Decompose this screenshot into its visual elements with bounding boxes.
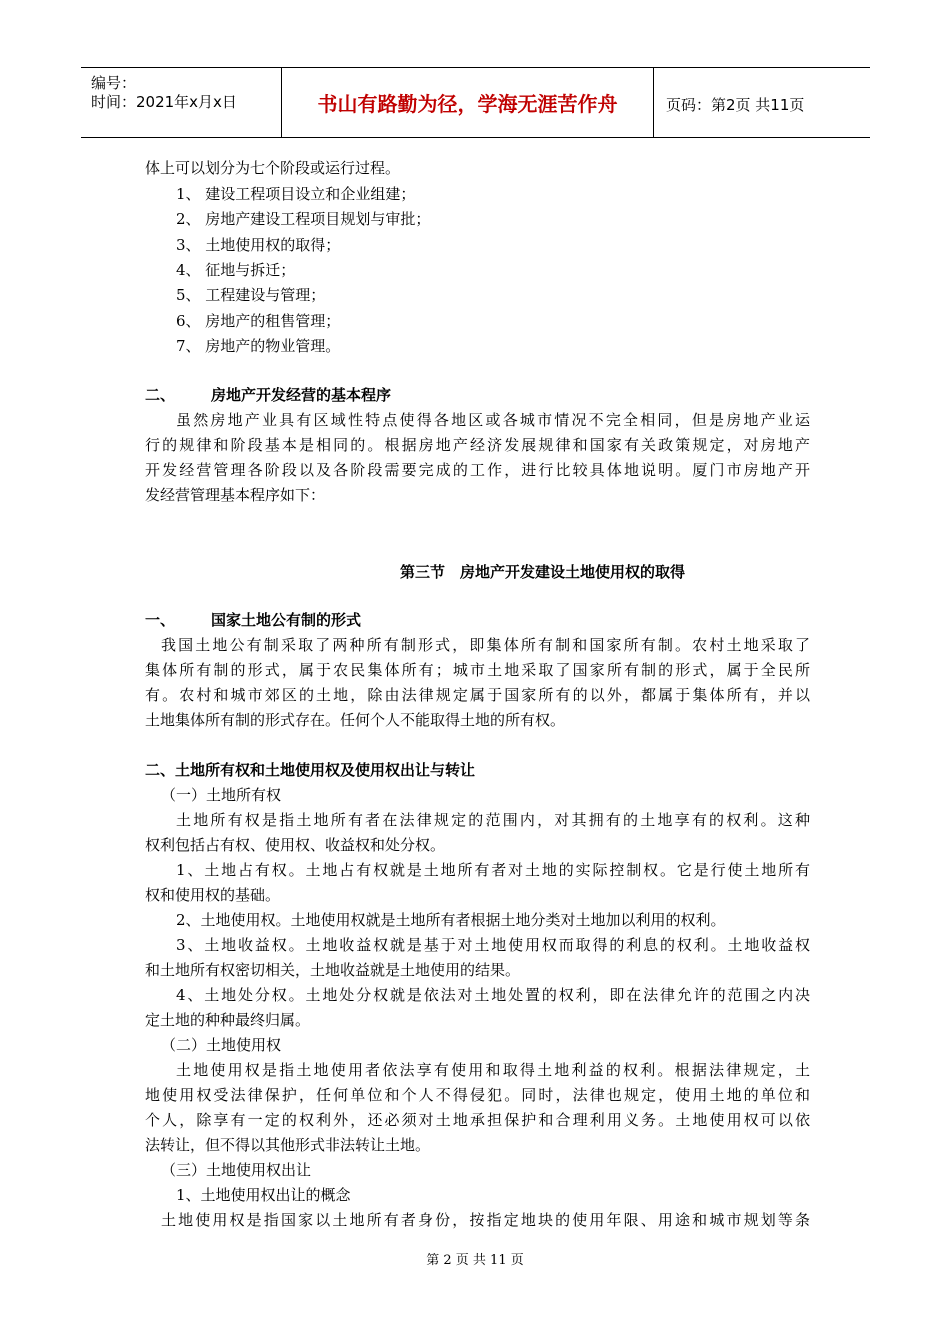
heading: 房地产开发经营的基本程序: [211, 386, 392, 404]
list-item: 1、 建设工程项目设立和企业组建；: [176, 185, 416, 203]
body-line: 个人，除享有一定的权利外，还必须对土地承担保护和合理利用义务。土地使用权可以依: [145, 1111, 810, 1129]
body-line: 我国土地公有制采取了两种所有制形式，即集体所有制和国家所有制。农村土地采取了: [161, 636, 810, 654]
body-line: 行的规律和阶段基本是相同的。根据房地产经济发展规律和国家有关政策规定，对房地产: [145, 436, 810, 454]
heading: 二、土地所有权和土地使用权及使用权出让与转让: [145, 761, 476, 779]
doc-code-label: 编号：: [91, 74, 137, 92]
page-footer: 第 2 页 共 11 页: [426, 1253, 524, 1268]
body-line: 发经营管理基本程序如下：: [145, 486, 326, 504]
body-line: 权利包括占有权、使用权、收益权和处分权。: [145, 836, 446, 854]
body-line: 1、土地占有权。土地占有权就是土地所有者对土地的实际控制权。它是行使土地所有: [176, 861, 810, 879]
doc-date-label: 时间：2021年x月x日: [91, 93, 237, 111]
subheading: 1、土地使用权出让的概念: [176, 1186, 351, 1204]
heading-number: 一、: [145, 611, 176, 629]
subheading: （二）土地使用权: [161, 1036, 282, 1054]
section-title: 第三节 房地产开发建设土地使用权的取得: [400, 563, 686, 581]
page-header: [81, 67, 870, 138]
list-item: 6、 房地产的租售管理；: [176, 312, 341, 330]
list-item: 2、 房地产建设工程项目规划与审批；: [176, 210, 431, 228]
heading-number: 二、: [145, 386, 176, 404]
body-line: 虽然房地产业具有区域性特点使得各地区或各城市情况不完全相同，但是房地产业运: [176, 411, 810, 429]
body-line: 定土地的种种最终归属。: [145, 1011, 311, 1029]
body-line: 体上可以划分为七个阶段或运行过程。: [145, 159, 401, 177]
body-line: 土地集体所有制的形式存在。任何个人不能取得土地的所有权。: [145, 711, 566, 729]
body-line: 法转让，但不得以其他形式非法转让土地。: [145, 1136, 431, 1154]
body-line: 开发经营管理各阶段以及各阶段需要完成的工作，进行比较具体地说明。厦门市房地产开: [145, 461, 810, 479]
body-line: 土地所有权是指土地所有者在法律规定的范围内，对其拥有的土地享有的权利。这种: [176, 811, 810, 829]
body-line: 和土地所有权密切相关，土地收益就是土地使用的结果。: [145, 961, 521, 979]
list-item: 7、 房地产的物业管理。: [176, 337, 341, 355]
body-line: 4、土地处分权。土地处分权就是依法对土地处置的权利，即在法律允许的范围之内决: [176, 986, 810, 1004]
body-line: 3、土地收益权。土地收益权就是基于对土地使用权而取得的利息的权利。土地收益权: [176, 936, 810, 954]
header-meta-cell: [81, 68, 282, 137]
subheading: （三）土地使用权出让: [161, 1161, 312, 1179]
body-line: 2、土地使用权。土地使用权就是土地所有者根据土地分类对土地加以利用的权利。: [176, 911, 726, 929]
body-line: 地使用权受法律保护，任何单位和个人不得侵犯。同时，法律也规定，使用土地的单位和: [145, 1086, 810, 1104]
body-line: 权和使用权的基础。: [145, 886, 281, 904]
body-line: 集体所有制的形式，属于农民集体所有；城市土地采取了国家所有制的形式，属于全民所: [145, 661, 810, 679]
body-line: 有。农村和城市郊区的土地，除由法律规定属于国家所有的以外，都属于集体所有，并以: [145, 686, 810, 704]
header-page-info: 页码：第2页 共11页: [666, 96, 805, 114]
header-motto: 书山有路勤为径，学海无涯苦作舟: [282, 68, 654, 137]
body-line: 土地使用权是指国家以土地所有者身份，按指定地块的使用年限、用途和城市规划等条: [161, 1211, 810, 1229]
list-item: 3、 土地使用权的取得；: [176, 236, 341, 254]
body-line: 土地使用权是指土地使用者依法享有使用和取得土地利益的权利。根据法律规定，土: [176, 1061, 810, 1079]
heading: 国家土地公有制的形式: [211, 611, 362, 629]
list-item: 5、 工程建设与管理；: [176, 286, 326, 304]
subheading: （一）土地所有权: [161, 786, 282, 804]
list-item: 4、 征地与拆迁；: [176, 261, 296, 279]
